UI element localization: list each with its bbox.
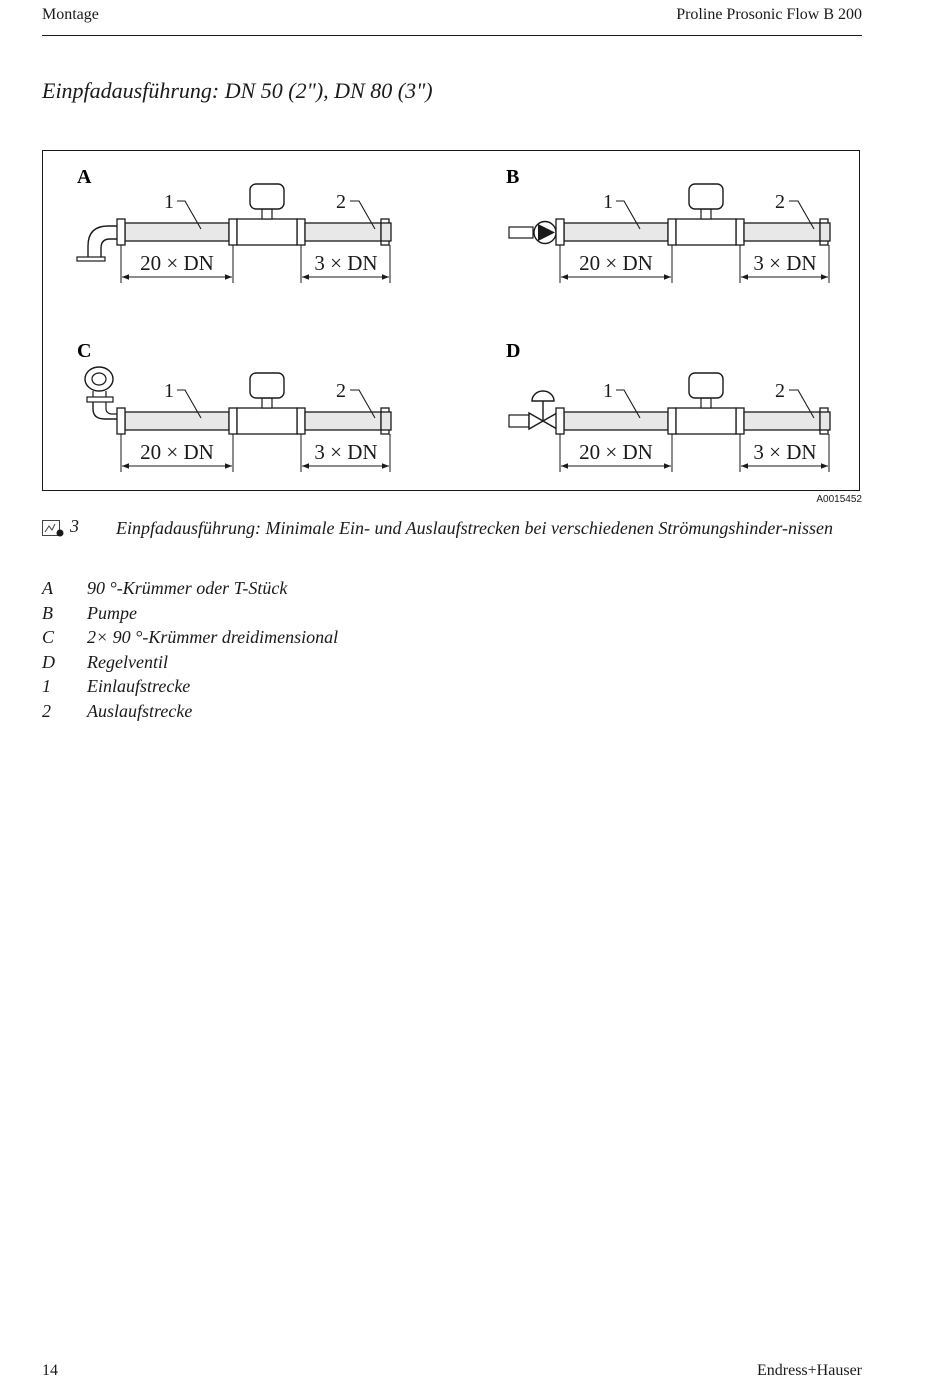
transmitter-neck (701, 209, 711, 219)
flange (556, 219, 564, 245)
legend-value: 90 °-Krümmer oder T-Stück (87, 578, 288, 598)
legend-value: Pumpe (87, 602, 137, 623)
legend-key: 1 (42, 676, 51, 697)
legend-key: D (42, 651, 55, 672)
legend-key: B (42, 602, 53, 623)
outlet-pipe (305, 223, 381, 241)
flowmeter-body (676, 219, 736, 245)
label-2: 2 (336, 191, 346, 213)
inlet-pipe (125, 223, 229, 241)
pipe-run (556, 373, 830, 472)
outlet-pipe (744, 223, 820, 241)
inlet-length-label: 20 × DN (579, 251, 653, 275)
legend (42, 578, 642, 726)
pipe-run (117, 184, 391, 283)
figure-drawing (43, 151, 861, 492)
label-1: 1 (603, 191, 613, 213)
flange (297, 219, 305, 245)
legend-value: Auslaufstrecke (87, 700, 193, 721)
transmitter-head (250, 184, 284, 209)
flange (736, 408, 744, 434)
flange (297, 408, 305, 434)
panel-letter: B (506, 166, 520, 188)
label-2: 2 (336, 380, 346, 402)
transmitter-neck (262, 398, 272, 408)
flange (117, 408, 125, 434)
outlet-pipe (744, 412, 820, 430)
panel-letter: C (77, 340, 92, 362)
page-number: 14 (42, 1362, 58, 1379)
legend-row (42, 676, 642, 701)
inlet-length-label: 20 × DN (140, 251, 214, 275)
section-title: Einpfadausführung: DN 50 (2"), DN 80 (3") (42, 78, 433, 103)
legend-row (42, 578, 642, 603)
outlet-length-label: 3 × DN (753, 440, 817, 464)
outlet-pipe-end (820, 223, 830, 241)
flange (736, 219, 744, 245)
legend-value: Regelventil (87, 651, 168, 672)
transmitter-head (689, 184, 723, 209)
label-2: 2 (775, 380, 785, 402)
legend-key: 2 (42, 700, 51, 721)
footer-brand: Endress+Hauser (757, 1362, 862, 1379)
installation-figure (42, 150, 860, 491)
caption-number: 3 (70, 516, 79, 536)
legend-row (42, 701, 642, 726)
outlet-pipe-end (820, 412, 830, 430)
caption-text: Einpfadausführung: Minimale Ein- und Auslaufstrecken bei verschiedenen Strömungshinder-nissen (116, 518, 834, 538)
outlet-pipe (305, 412, 381, 430)
legend-key: A (42, 578, 53, 598)
outlet-length-label: 3 × DN (314, 251, 378, 275)
inlet-length-label: 20 × DN (140, 440, 214, 464)
outlet-length-label: 3 × DN (314, 440, 378, 464)
flowmeter-body (237, 219, 297, 245)
panel-b (506, 166, 556, 244)
graphic-id: A0015452 (816, 494, 862, 505)
legend-row (42, 603, 642, 628)
header-product: Proline Prosonic Flow B 200 (676, 6, 862, 23)
outlet-pipe-end (381, 412, 391, 430)
inlet-length-label: 20 × DN (579, 440, 653, 464)
legend-key: C (42, 627, 55, 648)
panel-letter: A (77, 166, 92, 188)
flowmeter-body (237, 408, 297, 434)
transmitter-neck (701, 398, 711, 408)
flange (668, 219, 676, 245)
header-section: Montage (42, 6, 99, 23)
label-1: 1 (164, 380, 174, 402)
inlet-pipe (564, 223, 668, 241)
flange (117, 219, 125, 245)
label-1: 1 (164, 191, 174, 213)
legend-value: Einlaufstrecke (87, 676, 191, 697)
header-rule (42, 35, 862, 36)
label-1: 1 (603, 380, 613, 402)
panel-letter: D (506, 340, 521, 362)
outlet-length-label: 3 × DN (753, 251, 817, 275)
transmitter-head (689, 373, 723, 398)
transmitter-neck (262, 209, 272, 219)
flange (229, 408, 237, 434)
legend-row (42, 652, 642, 677)
pipe-run (556, 184, 830, 283)
panel-c (77, 340, 117, 419)
legend-value: 2× 90 °-Krümmer dreidimensional (87, 627, 339, 648)
flange (229, 219, 237, 245)
outlet-pipe-end (381, 223, 391, 241)
inlet-pipe (125, 412, 229, 430)
flange (556, 408, 564, 434)
panel-a (77, 166, 117, 261)
flange (668, 408, 676, 434)
label-2: 2 (775, 191, 785, 213)
inlet-pipe (564, 412, 668, 430)
legend-row (42, 627, 642, 652)
panel-d (506, 340, 557, 429)
figure-icon (42, 520, 64, 538)
transmitter-head (250, 373, 284, 398)
flowmeter-body (676, 408, 736, 434)
pipe-run (117, 373, 391, 472)
